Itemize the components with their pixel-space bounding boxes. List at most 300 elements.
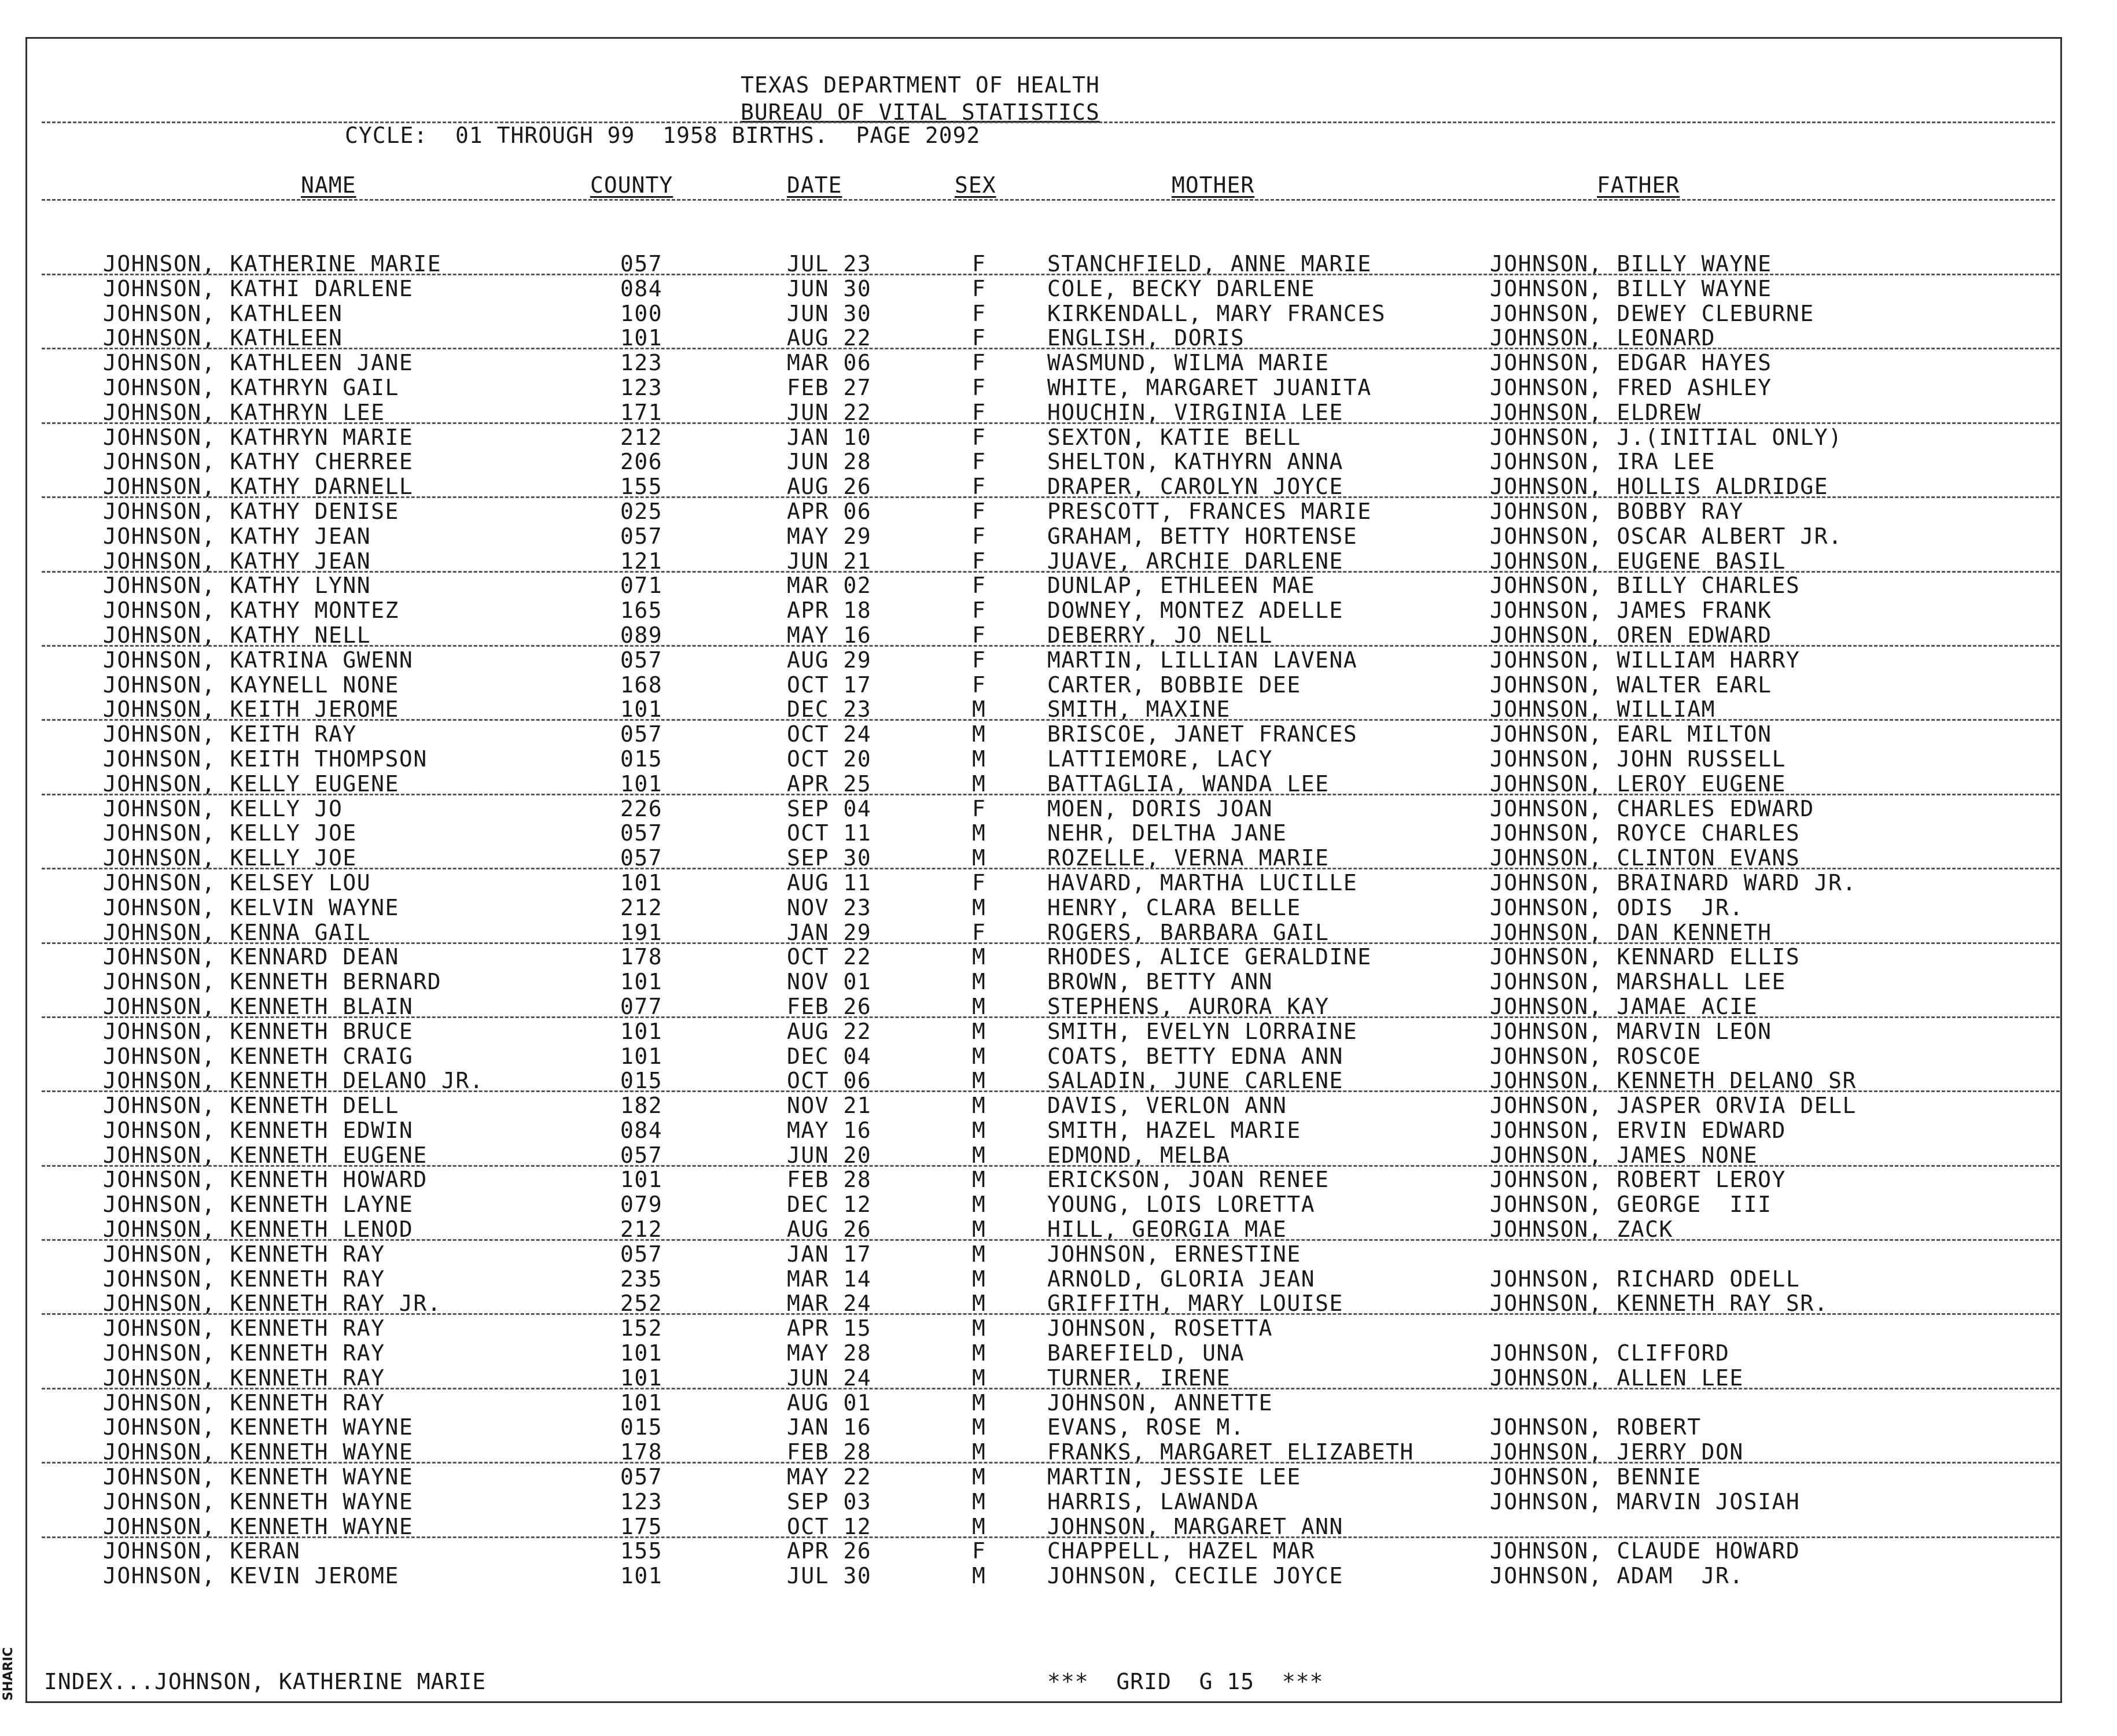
record-mother: EVANS, ROSE M.	[1047, 1414, 1245, 1440]
record-date: NOV 23	[787, 894, 872, 920]
record-father: JOHNSON, MARVIN JOSIAH	[1490, 1488, 1801, 1514]
record-sex: F	[972, 548, 986, 574]
record-county: 178	[620, 944, 663, 970]
record-sex: M	[972, 1018, 986, 1044]
record-county: 101	[620, 1389, 663, 1416]
record-mother: DUNLAP, ETHLEEN MAE	[1047, 573, 1316, 599]
record-father: JOHNSON, BILLY WAYNE	[1490, 251, 1772, 277]
record-sex: M	[972, 1167, 986, 1193]
record-mother: JOHNSON, CECILE JOYCE	[1047, 1563, 1343, 1589]
record-date: JAN 16	[787, 1414, 872, 1440]
record-county: 101	[620, 696, 663, 723]
record-mother: NEHR, DELTHA JANE	[1047, 820, 1287, 846]
record-name: JOHNSON, KENNARD DEAN	[103, 944, 399, 970]
record-date: AUG 29	[787, 647, 872, 673]
record-county: 101	[620, 1340, 663, 1366]
record-county: 101	[620, 1167, 663, 1193]
header-department: TEXAS DEPARTMENT OF HEALTH	[741, 72, 1100, 98]
record-name: JOHNSON, KENNETH HOWARD	[103, 1167, 428, 1193]
record-mother: COATS, BETTY EDNA ANN	[1047, 1043, 1343, 1069]
record-date: JUN 28	[787, 449, 872, 475]
record-row	[0, 648, 2083, 673]
record-row	[0, 846, 2083, 871]
record-name: JOHNSON, KENNETH LAYNE	[103, 1192, 414, 1218]
record-father: JOHNSON, CLINTON EVANS	[1490, 845, 1801, 871]
record-mother: FRANKS, MARGARET ELIZABETH	[1047, 1439, 1414, 1465]
record-row	[0, 1044, 2083, 1069]
record-row	[0, 1465, 2083, 1490]
record-date: OCT 17	[787, 672, 872, 698]
record-row	[0, 1415, 2083, 1440]
record-mother: DOWNEY, MONTEZ ADELLE	[1047, 598, 1343, 624]
record-row	[0, 326, 2083, 351]
header-divider	[42, 121, 2055, 123]
record-county: 101	[620, 869, 663, 895]
record-mother: HOUCHIN, VIRGINIA LEE	[1047, 399, 1343, 425]
record-sex: F	[972, 275, 986, 301]
record-county: 025	[620, 498, 663, 524]
record-father: JOHNSON, EUGENE BASIL	[1490, 548, 1786, 574]
record-mother: JOHNSON, MARGARET ANN	[1047, 1513, 1343, 1539]
record-row	[0, 970, 2083, 994]
record-sex: F	[972, 399, 986, 425]
record-mother: JOHNSON, ERNESTINE	[1047, 1241, 1301, 1267]
record-mother: ROGERS, BARBARA GAIL	[1047, 919, 1330, 945]
record-father: JOHNSON, MARVIN LEON	[1490, 1018, 1772, 1044]
record-mother: PRESCOTT, FRANCES MARIE	[1047, 498, 1372, 524]
record-date: APR 18	[787, 598, 872, 624]
record-row	[0, 673, 2083, 698]
record-mother: BATTAGLIA, WANDA LEE	[1047, 771, 1330, 797]
column-header-divider	[42, 199, 2055, 201]
record-row	[0, 375, 2083, 400]
record-mother: SMITH, EVELYN LORRAINE	[1047, 1018, 1358, 1044]
record-father: JOHNSON, CLAUDE HOWARD	[1490, 1538, 1801, 1564]
record-sex: M	[972, 696, 986, 723]
record-name: JOHNSON, KENNETH RAY	[103, 1340, 385, 1366]
record-row	[0, 1267, 2083, 1292]
record-sex: M	[972, 1563, 986, 1589]
record-name: JOHNSON, KATHY DARNELL	[103, 474, 414, 500]
record-date: JUL 23	[787, 251, 872, 277]
record-father: JOHNSON, BRAINARD WARD JR.	[1490, 869, 1857, 895]
record-row	[0, 920, 2083, 945]
record-row	[0, 449, 2083, 474]
record-row	[0, 524, 2083, 549]
record-row	[0, 623, 2083, 648]
record-row	[0, 772, 2083, 797]
record-county: 206	[620, 449, 663, 475]
record-name: JOHNSON, KENNETH BRUCE	[103, 1018, 414, 1044]
record-father: JOHNSON, KENNARD ELLIS	[1490, 944, 1801, 970]
column-header-county: COUNTY	[590, 172, 673, 198]
record-date: FEB 28	[787, 1439, 872, 1465]
record-name: JOHNSON, KENNETH EDWIN	[103, 1117, 414, 1143]
record-date: OCT 11	[787, 820, 872, 846]
record-name: JOHNSON, KATHRYN LEE	[103, 399, 385, 425]
record-father: JOHNSON, JASPER ORVIA DELL	[1490, 1093, 1857, 1119]
record-county: 077	[620, 993, 663, 1019]
record-date: OCT 22	[787, 944, 872, 970]
record-sex: M	[972, 1464, 986, 1490]
record-date: SEP 03	[787, 1488, 872, 1514]
record-sex: M	[972, 894, 986, 920]
record-mother: RHODES, ALICE GERALDINE	[1047, 944, 1372, 970]
record-name: JOHNSON, KATHY LYNN	[103, 573, 371, 599]
column-header-mother: MOTHER	[1172, 172, 1255, 198]
record-father: JOHNSON, ADAM JR.	[1490, 1563, 1744, 1589]
record-date: MAR 14	[787, 1266, 872, 1292]
record-sex: M	[972, 1266, 986, 1292]
record-sex: M	[972, 1315, 986, 1341]
record-date: SEP 04	[787, 795, 872, 821]
record-mother: JUAVE, ARCHIE DARLENE	[1047, 548, 1343, 574]
record-mother: HARRIS, LAWANDA	[1047, 1488, 1259, 1514]
record-name: JOHNSON, KENNETH LENOD	[103, 1217, 414, 1243]
record-row	[0, 895, 2083, 920]
record-row	[0, 994, 2083, 1019]
record-name: JOHNSON, KATHERINE MARIE	[103, 251, 442, 277]
record-sex: F	[972, 919, 986, 945]
record-row	[0, 1068, 2083, 1093]
record-sex: F	[972, 350, 986, 376]
record-sex: F	[972, 498, 986, 524]
record-father: JOHNSON, BENNIE	[1490, 1464, 1702, 1490]
record-father: JOHNSON, DAN KENNETH	[1490, 919, 1772, 945]
record-name: JOHNSON, KELSEY LOU	[103, 869, 371, 895]
record-mother: SMITH, MAXINE	[1047, 696, 1231, 723]
record-sex: M	[972, 1217, 986, 1243]
record-father: JOHNSON, ROSCOE	[1490, 1043, 1702, 1069]
margin-stamp-text: SHARIC	[1, 1647, 16, 1701]
record-row	[0, 1490, 2083, 1514]
record-father: JOHNSON, KENNETH DELANO SR	[1490, 1068, 1857, 1094]
record-father: JOHNSON, ZACK	[1490, 1217, 1673, 1243]
record-sex: M	[972, 746, 986, 772]
record-date: MAY 28	[787, 1340, 872, 1366]
record-sex: M	[972, 1043, 986, 1069]
record-date: JAN 10	[787, 424, 872, 450]
record-row	[0, 747, 2083, 772]
index-footer: INDEX...JOHNSON, KATHERINE MARIE	[44, 1669, 487, 1694]
record-mother: BAREFIELD, UNA	[1047, 1340, 1245, 1366]
record-date: FEB 28	[787, 1167, 872, 1193]
record-county: 212	[620, 894, 663, 920]
record-mother: ROZELLE, VERNA MARIE	[1047, 845, 1330, 871]
record-county: 171	[620, 399, 663, 425]
record-row	[0, 549, 2083, 574]
record-father: JOHNSON, WALTER EARL	[1490, 672, 1772, 698]
record-name: JOHNSON, KAYNELL NONE	[103, 672, 399, 698]
record-date: MAR 02	[787, 573, 872, 599]
record-row	[0, 1539, 2083, 1564]
margin-stamp	[0, 1643, 17, 1706]
record-sex: F	[972, 449, 986, 475]
record-name: JOHNSON, KENNETH RAY	[103, 1315, 385, 1341]
record-county: 101	[620, 1018, 663, 1044]
record-name: JOHNSON, KENNETH WAYNE	[103, 1488, 414, 1514]
record-county: 101	[620, 1043, 663, 1069]
record-father: JOHNSON, DEWEY CLEBURNE	[1490, 300, 1814, 326]
record-name: JOHNSON, KENNETH CRAIG	[103, 1043, 414, 1069]
record-name: JOHNSON, KELVIN WAYNE	[103, 894, 399, 920]
record-father: JOHNSON, HOLLIS ALDRIDGE	[1490, 474, 1829, 500]
record-county: 015	[620, 1414, 663, 1440]
record-date: DEC 23	[787, 696, 872, 723]
record-county: 057	[620, 1142, 663, 1168]
record-row	[0, 474, 2083, 499]
record-row	[0, 573, 2083, 598]
record-county: 057	[620, 721, 663, 747]
record-name: JOHNSON, KENNETH WAYNE	[103, 1513, 414, 1539]
record-county: 121	[620, 548, 663, 574]
record-father: JOHNSON, JAMAE ACIE	[1490, 993, 1758, 1019]
record-mother: GRIFFITH, MARY LOUISE	[1047, 1291, 1343, 1317]
record-date: MAR 06	[787, 350, 872, 376]
record-father: JOHNSON, OSCAR ALBERT JR.	[1490, 523, 1843, 549]
record-date: APR 25	[787, 771, 872, 797]
record-sex: F	[972, 523, 986, 549]
record-sex: M	[972, 1291, 986, 1317]
record-date: MAY 16	[787, 622, 872, 648]
record-sex: M	[972, 1414, 986, 1440]
record-father: JOHNSON, CHARLES EDWARD	[1490, 795, 1814, 821]
record-sex: F	[972, 647, 986, 673]
record-row	[0, 1514, 2083, 1539]
record-date: APR 15	[787, 1315, 872, 1341]
record-name: JOHNSON, KATHLEEN	[103, 300, 343, 326]
record-date: JUN 20	[787, 1142, 872, 1168]
record-row	[0, 1118, 2083, 1143]
record-mother: HILL, GEORGIA MAE	[1047, 1217, 1287, 1243]
record-name: JOHNSON, KATRINA GWENN	[103, 647, 414, 673]
header-bureau: BUREAU OF VITAL STATISTICS	[741, 99, 1100, 125]
record-mother: SHELTON, KATHYRN ANNA	[1047, 449, 1343, 475]
record-date: JAN 17	[787, 1241, 872, 1267]
record-mother: STANCHFIELD, ANNE MARIE	[1047, 251, 1372, 277]
record-name: JOHNSON, KATHRYN MARIE	[103, 424, 414, 450]
record-sex: M	[972, 1365, 986, 1391]
record-mother: SEXTON, KATIE BELL	[1047, 424, 1301, 450]
record-county: 015	[620, 1068, 663, 1094]
record-county: 057	[620, 523, 663, 549]
record-row	[0, 1366, 2083, 1391]
record-father: JOHNSON, WILLIAM	[1490, 696, 1716, 723]
record-father: JOHNSON, ODIS JR.	[1490, 894, 1744, 920]
record-county: 071	[620, 573, 663, 599]
record-mother: SALADIN, JUNE CARLENE	[1047, 1068, 1343, 1094]
record-county: 079	[620, 1192, 663, 1218]
record-father: JOHNSON, JERRY DON	[1490, 1439, 1744, 1465]
record-row	[0, 697, 2083, 722]
record-date: OCT 06	[787, 1068, 872, 1094]
record-name: JOHNSON, KATHRYN GAIL	[103, 374, 399, 400]
record-county: 226	[620, 795, 663, 821]
record-row	[0, 499, 2083, 524]
record-father: JOHNSON, EARL MILTON	[1490, 721, 1772, 747]
record-county: 182	[620, 1093, 663, 1119]
record-father: JOHNSON, RICHARD ODELL	[1490, 1266, 1801, 1292]
record-mother: WASMUND, WILMA MARIE	[1047, 350, 1330, 376]
record-mother: DRAPER, CAROLYN JOYCE	[1047, 474, 1343, 500]
record-date: DEC 12	[787, 1192, 872, 1218]
record-county: 191	[620, 919, 663, 945]
record-date: JAN 29	[787, 919, 872, 945]
record-county: 101	[620, 1563, 663, 1589]
record-sex: F	[972, 622, 986, 648]
record-mother: BROWN, BETTY ANN	[1047, 969, 1273, 995]
record-sex: F	[972, 1538, 986, 1564]
record-name: JOHNSON, KENNETH EUGENE	[103, 1142, 428, 1168]
record-mother: TURNER, IRENE	[1047, 1365, 1231, 1391]
record-mother: HENRY, CLARA BELLE	[1047, 894, 1301, 920]
record-date: AUG 26	[787, 474, 872, 500]
record-county: 101	[620, 1365, 663, 1391]
record-name: JOHNSON, KATHY CHERREE	[103, 449, 414, 475]
record-father: JOHNSON, JAMES NONE	[1490, 1142, 1758, 1168]
record-row	[0, 871, 2083, 895]
record-sex: M	[972, 1488, 986, 1514]
record-father: JOHNSON, KENNETH RAY SR.	[1490, 1291, 1829, 1317]
record-name: JOHNSON, KATHI DARLENE	[103, 275, 414, 301]
record-mother: MARTIN, LILLIAN LAVENA	[1047, 647, 1358, 673]
record-county: 165	[620, 598, 663, 624]
record-date: MAR 24	[787, 1291, 872, 1317]
record-row	[0, 722, 2083, 747]
record-father: JOHNSON, IRA LEE	[1490, 449, 1716, 475]
record-sex: F	[972, 424, 986, 450]
record-county: 100	[620, 300, 663, 326]
record-name: JOHNSON, KEITH RAY	[103, 721, 357, 747]
record-county: 057	[620, 251, 663, 277]
record-father: JOHNSON, OREN EDWARD	[1490, 622, 1772, 648]
record-sex: F	[972, 325, 986, 351]
record-mother: MARTIN, JESSIE LEE	[1047, 1464, 1301, 1490]
record-date: AUG 22	[787, 325, 872, 351]
record-name: JOHNSON, KEITH JEROME	[103, 696, 399, 723]
record-date: JUN 30	[787, 275, 872, 301]
record-name: JOHNSON, KATHY JEAN	[103, 548, 371, 574]
record-county: 015	[620, 746, 663, 772]
record-mother: ARNOLD, GLORIA JEAN	[1047, 1266, 1316, 1292]
record-sex: M	[972, 944, 986, 970]
record-date: JUN 22	[787, 399, 872, 425]
record-mother: ENGLISH, DORIS	[1047, 325, 1245, 351]
record-mother: MOEN, DORIS JOAN	[1047, 795, 1273, 821]
record-date: JUN 30	[787, 300, 872, 326]
record-mother: COLE, BECKY DARLENE	[1047, 275, 1316, 301]
record-county: 123	[620, 1488, 663, 1514]
record-mother: DAVIS, VERLON ANN	[1047, 1093, 1287, 1119]
record-county: 084	[620, 275, 663, 301]
record-sex: M	[972, 1241, 986, 1267]
record-county: 089	[620, 622, 663, 648]
record-name: JOHNSON, KATHLEEN JANE	[103, 350, 414, 376]
record-mother: EDMOND, MELBA	[1047, 1142, 1231, 1168]
record-sex: F	[972, 251, 986, 277]
record-father: JOHNSON, ELDREW	[1490, 399, 1702, 425]
record-county: 235	[620, 1266, 663, 1292]
record-name: JOHNSON, KENNETH WAYNE	[103, 1414, 414, 1440]
record-name: JOHNSON, KENNA GAIL	[103, 919, 371, 945]
column-header-date: DATE	[787, 172, 842, 198]
record-sex: M	[972, 1389, 986, 1416]
record-mother: WHITE, MARGARET JUANITA	[1047, 374, 1372, 400]
record-date: NOV 01	[787, 969, 872, 995]
record-date: OCT 12	[787, 1513, 872, 1539]
record-father: JOHNSON, BILLY CHARLES	[1490, 573, 1801, 599]
record-name: JOHNSON, KENNETH RAY	[103, 1266, 385, 1292]
record-date: JUN 21	[787, 548, 872, 574]
record-name: JOHNSON, KENNETH WAYNE	[103, 1464, 414, 1490]
column-header-name: NAME	[301, 172, 356, 198]
record-sex: F	[972, 300, 986, 326]
grid-footer: *** GRID G 15 ***	[1047, 1669, 1324, 1694]
record-county: 212	[620, 424, 663, 450]
record-row	[0, 1093, 2083, 1118]
record-father: JOHNSON, BOBBY RAY	[1490, 498, 1744, 524]
record-date: APR 26	[787, 1538, 872, 1564]
record-sex: F	[972, 598, 986, 624]
record-father: JOHNSON, MARSHALL LEE	[1490, 969, 1786, 995]
record-row	[0, 1192, 2083, 1217]
record-father: JOHNSON, FRED ASHLEY	[1490, 374, 1772, 400]
records-list	[0, 252, 2083, 1588]
record-sex: M	[972, 1192, 986, 1218]
record-mother: ERICKSON, JOAN RENEE	[1047, 1167, 1330, 1193]
record-row	[0, 1217, 2083, 1242]
record-name: JOHNSON, KATHY NELL	[103, 622, 371, 648]
record-name: JOHNSON, KERAN	[103, 1538, 301, 1564]
record-row	[0, 1167, 2083, 1192]
record-date: OCT 24	[787, 721, 872, 747]
record-row	[0, 1316, 2083, 1341]
record-date: AUG 22	[787, 1018, 872, 1044]
record-name: JOHNSON, KENNETH DELANO JR.	[103, 1068, 484, 1094]
record-row	[0, 797, 2083, 821]
record-father: JOHNSON, ROBERT LEROY	[1490, 1167, 1786, 1193]
record-row	[0, 351, 2083, 375]
record-sex: F	[972, 474, 986, 500]
record-date: JUL 30	[787, 1563, 872, 1589]
record-father: JOHNSON, WILLIAM HARRY	[1490, 647, 1801, 673]
record-row	[0, 1291, 2083, 1316]
record-date: AUG 26	[787, 1217, 872, 1243]
record-name: JOHNSON, KELLY EUGENE	[103, 771, 399, 797]
record-name: JOHNSON, KELLY JO	[103, 795, 343, 821]
record-father: JOHNSON, LEROY EUGENE	[1490, 771, 1786, 797]
record-sex: M	[972, 1068, 986, 1094]
record-name: JOHNSON, KENNETH BERNARD	[103, 969, 442, 995]
record-date: AUG 01	[787, 1389, 872, 1416]
record-name: JOHNSON, KATHLEEN	[103, 325, 343, 351]
header-cycle-line: CYCLE: 01 THROUGH 99 1958 BIRTHS. PAGE 2092	[345, 123, 981, 148]
record-sex: M	[972, 993, 986, 1019]
record-name: JOHNSON, KENNETH RAY	[103, 1241, 385, 1267]
record-name: JOHNSON, KENNETH DELL	[103, 1093, 399, 1119]
record-sex: M	[972, 845, 986, 871]
record-county: 057	[620, 845, 663, 871]
record-mother: DEBERRY, JO NELL	[1047, 622, 1273, 648]
record-father: JOHNSON, EDGAR HAYES	[1490, 350, 1772, 376]
record-sex: F	[972, 795, 986, 821]
record-father: JOHNSON, JAMES FRANK	[1490, 598, 1772, 624]
record-county: 084	[620, 1117, 663, 1143]
record-county: 168	[620, 672, 663, 698]
record-mother: STEPHENS, AURORA KAY	[1047, 993, 1330, 1019]
record-name: JOHNSON, KEVIN JEROME	[103, 1563, 399, 1589]
record-date: MAY 29	[787, 523, 872, 549]
